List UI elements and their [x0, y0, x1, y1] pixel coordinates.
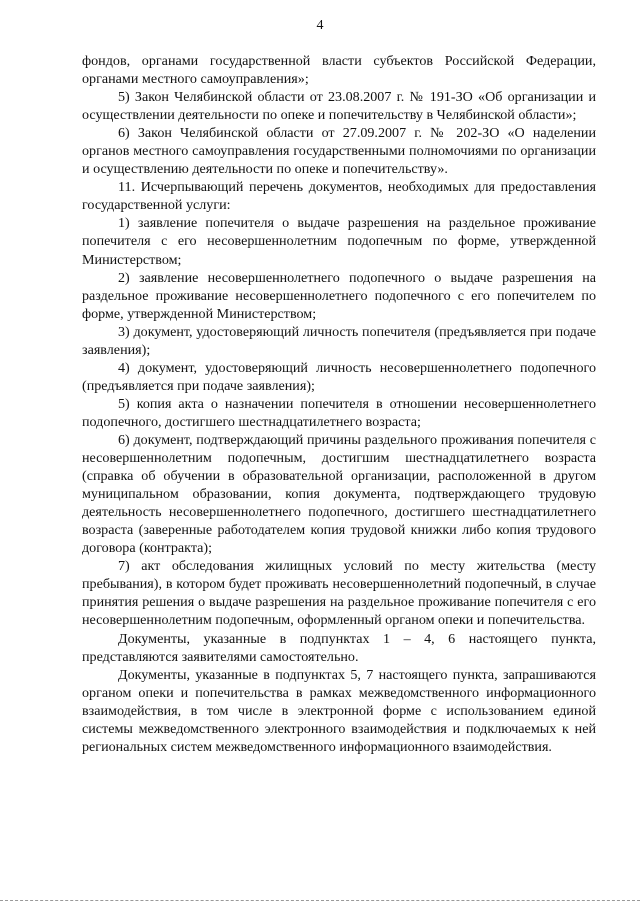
page-number: 4: [316, 18, 324, 33]
paragraph-self-submitted: Документы, указанные в подпунктах 1 – 4, 6 настоящего пункта, представляются заявителями самостоятельно.: [82, 630, 596, 665]
paragraph-item-2: 2) заявление несовершеннолетнего подопечного о выдаче разрешения на раздельное проживание несовершеннолетнего подопечного с его попечителем по форме, утвержденной Министерством;: [82, 269, 596, 322]
page-bottom-edge: [0, 900, 640, 901]
paragraph-continuation: фондов, органами государственной власти субъектов Российской Федерации, органами местного самоуправления»;: [82, 53, 596, 88]
paragraph-item-7: 7) акт обследования жилищных условий по месту жительства (месту пребывания), в котором будет проживать несовершеннолетний подопечный, в случае принятия решения о выдаче разрешения на раздельное проживание попечителя с его несовершеннолетним подопечным, оформленный органом опеки и попечительства.: [82, 558, 596, 629]
paragraph-law-5: 5) Закон Челябинской области от 23.08.2007 г. № 191-ЗО «Об организации и осуществлении деятельности по опеке и попечительству в Челябинской области»;: [82, 89, 596, 124]
paragraph-item-4: 4) документ, удостоверяющий личность несовершеннолетнего подопечного (предъявляется при подаче заявления);: [82, 359, 596, 394]
paragraph-law-6: 6) Закон Челябинской области от 27.09.2007 г. № 202-ЗО «О наделении органов местного самоуправления государственными полномочиями по организации и осуществлению деятельности по опеке и попечительству».: [82, 125, 596, 178]
paragraph-item-1: 1) заявление попечителя о выдаче разрешения на раздельное проживание попечителя с его несовершеннолетним подопечным по форме, утвержденной Министерством;: [82, 215, 596, 268]
document-body: [82, 52, 596, 756]
paragraph-item-6: 6) документ, подтверждающий причины раздельного проживания попечителя с несовершеннолетним подопечным, достигшим шестнадцатилетнего возраста (справка об обучении в образовательной организации, расположенной в другом муниципальном образовании, копия документа, подтверждающего трудовую деятельность несовершеннолетнего подопечного, достигшего шестнадцатилетнего возраста (заверенные работодателем копия трудовой книжки либо копия трудового договора (контракта);: [82, 431, 596, 557]
paragraph-requested: Документы, указанные в подпунктах 5, 7 настоящего пункта, запрашиваются органом опеки и попечительства в рамках межведомственного информационного взаимодействия, в том числе в электронной форме с использованием единой системы межведомственного электронного взаимодействия и подключаемых к ней региональных систем межведомственного информационного взаимодействия.: [82, 666, 596, 755]
paragraph-item-5: 5) копия акта о назначении попечителя в отношении несовершеннолетнего подопечного, достигшего шестнадцатилетнего возраста;: [82, 395, 596, 430]
paragraph-section-11: 11. Исчерпывающий перечень документов, необходимых для предоставления государственной услуги:: [82, 179, 596, 214]
paragraph-item-3: 3) документ, удостоверяющий личность попечителя (предъявляется при подаче заявления);: [82, 323, 596, 358]
